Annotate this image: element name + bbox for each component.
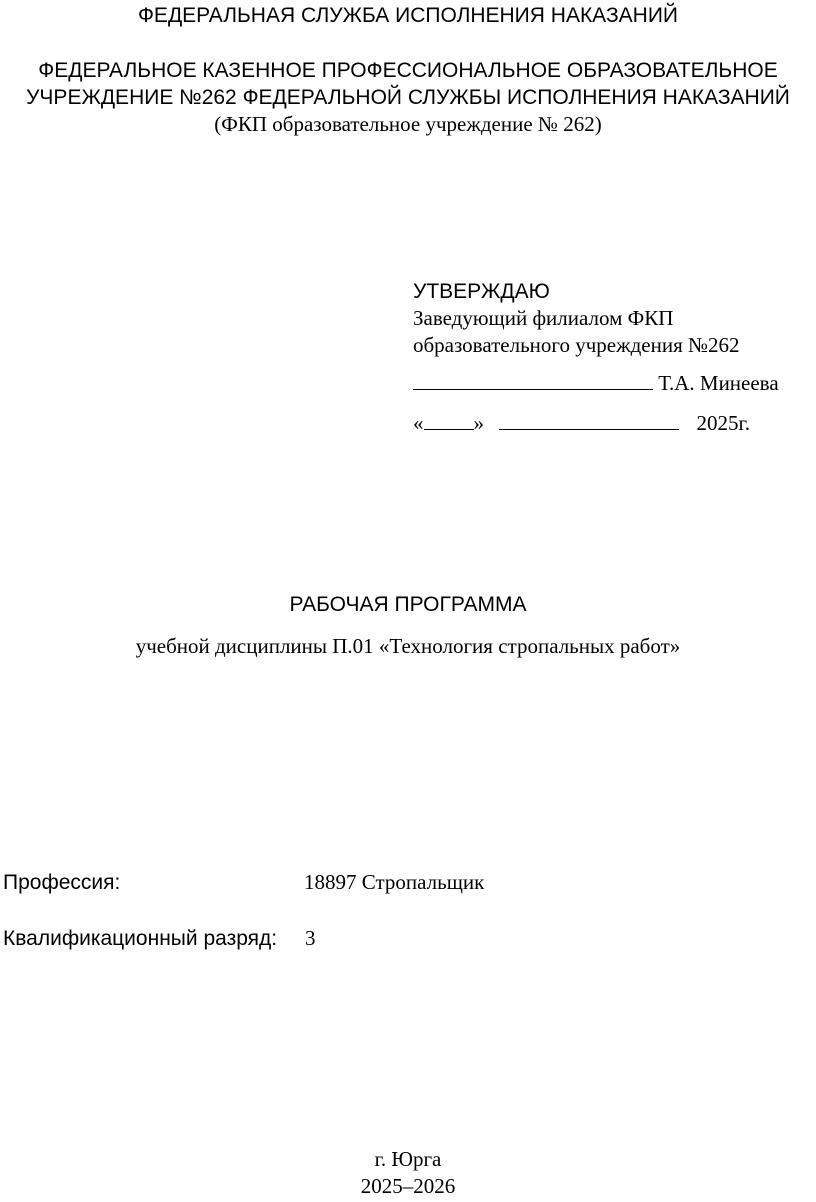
day-quote-close: » bbox=[473, 411, 484, 435]
signatory-name: Т.А. Минеева bbox=[658, 371, 779, 395]
institution-heading bbox=[0, 57, 816, 138]
program-title: РАБОЧАЯ ПРОГРАММА bbox=[289, 593, 527, 616]
institution-line-2: УЧРЕЖДЕНИЕ №262 ФЕДЕРАЛЬНОЙ СЛУЖБЫ ИСПОЛНЕНИЯ НАКАЗАНИЙ bbox=[26, 86, 790, 109]
grade-value: 3 bbox=[305, 926, 316, 950]
institution-line-1: ФЕДЕРАЛЬНОЕ КАЗЕННОЕ ПРОФЕССИОНАЛЬНОЕ ОБРАЗОВАТЕЛЬНОЕ bbox=[38, 59, 778, 82]
city: г. Юрга bbox=[374, 1147, 442, 1171]
approval-block bbox=[413, 278, 803, 437]
academic-years: 2025–2026 bbox=[360, 1174, 456, 1198]
profession-label: Профессия: bbox=[3, 871, 121, 894]
profession-value: 18897 Стропальщик bbox=[304, 870, 485, 894]
month-blank bbox=[499, 409, 679, 430]
grade-row bbox=[3, 926, 316, 951]
approval-year: 2025г. bbox=[696, 411, 750, 435]
agency-heading: ФЕДЕРАЛЬНАЯ СЛУЖБА ИСПОЛНЕНИЯ НАКАЗАНИЙ bbox=[137, 4, 679, 27]
approver-position-line-1: Заведующий филиалом ФКП bbox=[413, 306, 674, 330]
approval-title: УТВЕРЖДАЮ bbox=[413, 280, 550, 303]
approval-date-line bbox=[413, 409, 803, 437]
program-subtitle: учебной дисциплины П.01 «Технология стропальных работ» bbox=[135, 634, 681, 658]
grade-label: Квалификационный разряд: bbox=[3, 927, 278, 950]
approver-position-line-2: образовательного учреждения №262 bbox=[413, 333, 740, 357]
profession-row bbox=[3, 870, 485, 895]
day-blank bbox=[424, 409, 474, 430]
institution-short-name: (ФКП образовательное учреждение № 262) bbox=[214, 112, 602, 136]
signature-line bbox=[413, 369, 803, 397]
signature-blank bbox=[413, 369, 653, 390]
day-quote-open: « bbox=[413, 411, 424, 435]
